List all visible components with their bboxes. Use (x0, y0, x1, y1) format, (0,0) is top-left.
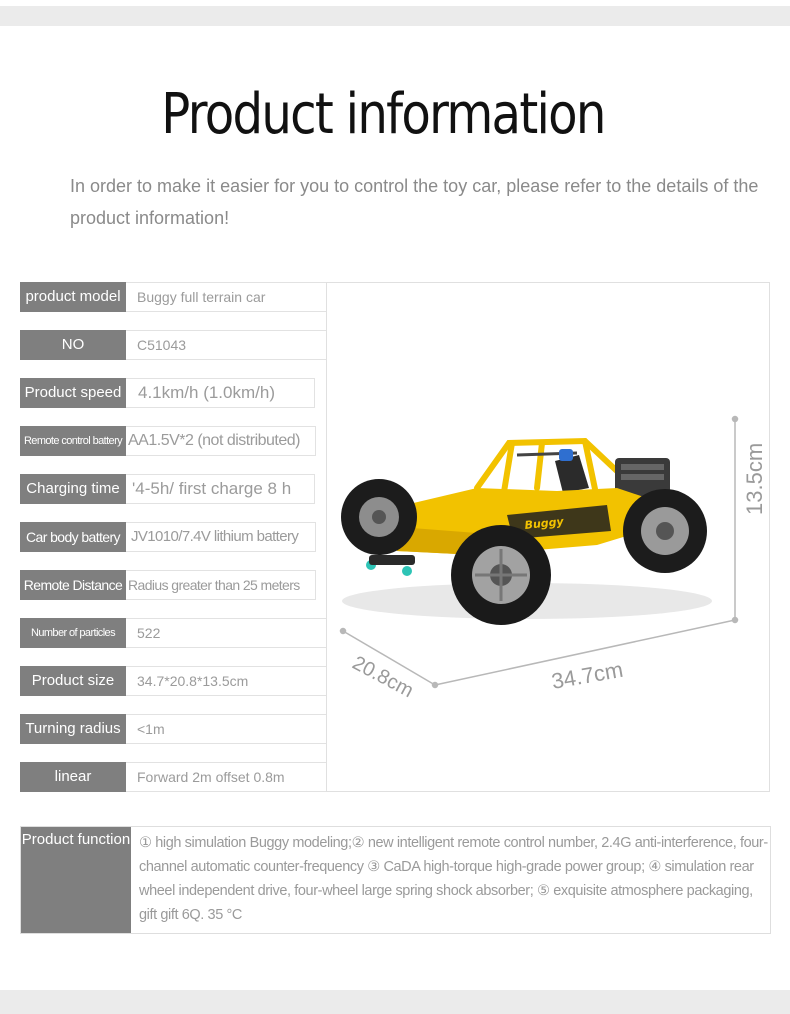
page-title: Product information (161, 82, 605, 147)
spec-value: Forward 2m offset 0.8m (126, 762, 327, 792)
spec-row-charging-time (20, 474, 317, 504)
spec-row-remote-distance (20, 570, 317, 600)
spec-label: Remote control battery (20, 426, 126, 456)
spec-row-product-speed (20, 378, 317, 408)
spec-label: product model (20, 282, 126, 312)
top-gray-band (0, 6, 790, 26)
spec-value: C51043 (126, 330, 327, 360)
spec-value: Buggy full terrain car (126, 282, 327, 312)
spec-row-product-size (20, 666, 317, 696)
spec-row-no (20, 330, 317, 360)
intro-text: In order to make it easier for you to control the toy car, please refer to the details of the product information! (70, 176, 759, 228)
spec-value: '4-5h/ first charge 8 h (126, 474, 315, 504)
product-photo-panel (326, 282, 770, 792)
length-label: 34.7cm (549, 656, 625, 694)
spec-label: Charging time (20, 474, 126, 504)
spec-value: AA1.5V*2 (not distributed) (126, 426, 316, 456)
spec-row-product-model (20, 282, 317, 312)
spec-row-particles (20, 618, 317, 648)
buggy-illustration (327, 283, 769, 791)
spec-row-linear (20, 762, 317, 792)
spec-row-turning-radius (20, 714, 317, 744)
seat (555, 455, 589, 493)
spec-value: JV1010/7.4V lithium battery (126, 522, 316, 552)
spec-value: 4.1km/h (1.0km/h) (126, 378, 315, 408)
front-wheel (451, 525, 551, 625)
product-function-box (20, 826, 771, 934)
rear-right-wheel (623, 489, 707, 573)
spec-label: NO (20, 330, 126, 360)
bottom-gray-band (0, 990, 790, 1014)
function-label: Product function (21, 827, 131, 933)
rear-left-wheel (341, 479, 417, 555)
buggy-decal: Buggy (523, 514, 565, 532)
spec-label: Number of particles (20, 618, 126, 648)
function-text: ① high simulation Buggy modeling;② new intelligent remote control number, 2.4G anti-interference, four-channel automatic counter-frequency ③ CaDA high-torque high-grade power group; ④ simulation rear wheel independent drive, four-wheel large spring shock absorber; ⑤ exquisite atmosphere packaging, gift gift 6Q. 35 °C (139, 835, 768, 923)
light-right (402, 566, 412, 576)
spec-label: Remote Distance (20, 570, 126, 600)
spec-row-car-battery (20, 522, 317, 552)
spec-label: linear (20, 762, 126, 792)
spec-value: 34.7*20.8*13.5cm (126, 666, 327, 696)
height-dimension (733, 417, 738, 623)
spec-value: Radius greater than 25 meters (126, 570, 316, 600)
spec-value: <1m (126, 714, 327, 744)
spec-label: Product size (20, 666, 126, 696)
spec-label: Turning radius (20, 714, 126, 744)
spec-label: Product speed (20, 378, 126, 408)
spec-value: 522 (126, 618, 327, 648)
width-label: 20.8cm (348, 651, 417, 703)
spec-row-remote-battery (20, 426, 317, 456)
spec-label: Car body battery (20, 522, 126, 552)
height-label: 13.5cm (742, 442, 767, 515)
